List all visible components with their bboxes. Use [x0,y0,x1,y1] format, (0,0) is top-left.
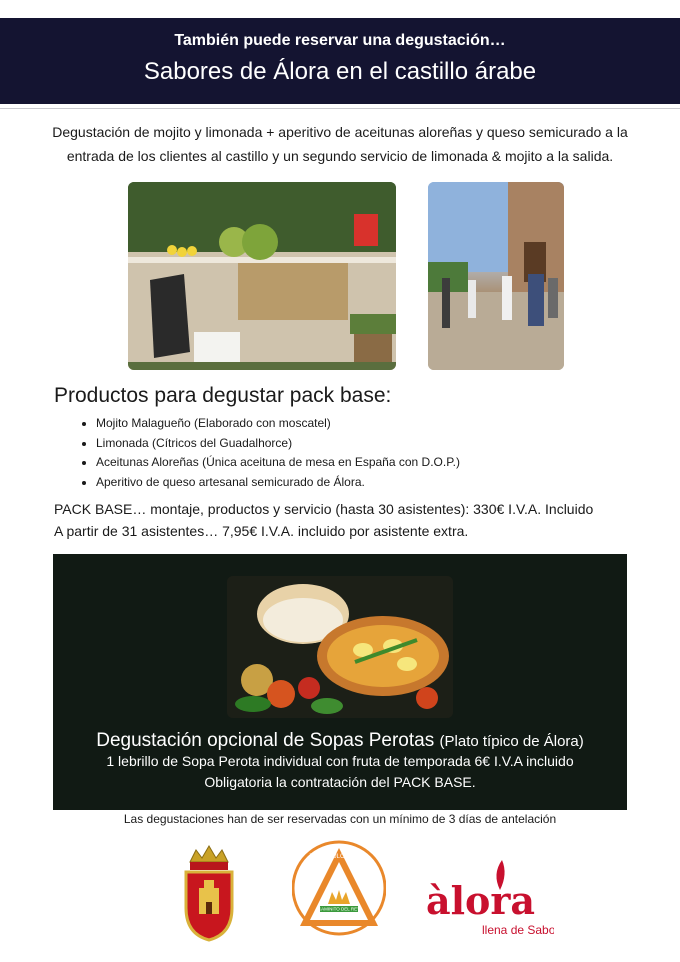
sopa-perota-photo [227,576,453,718]
optional-price-line: 1 lebrillo de Sopa Perota individual con fruta de temporada 6€ I.V.A incluido [106,753,574,769]
header-banner [0,18,680,104]
header-title: Sabores de Álora en el castillo árabe [143,58,537,85]
pack-price-line: PACK BASE… montaje, productos y servicio (hasta 30 asistentes): 330€ I.V.A. Incluido [54,501,594,517]
tasting-stand-photo [128,182,396,370]
header-subtitle: También puede reservar una degustación… [174,32,506,49]
optional-title-paren: (Plato típico de Álora) [439,733,584,750]
optional-title [53,730,627,752]
triangulo-activo-text: TRIÁNGULO ACTIVO [309,854,369,860]
divider [0,108,680,109]
products-list [56,414,460,492]
pack-extra-line: A partir de 31 asistentes… 7,95€ I.V.A. incluido por asistente extra. [54,523,469,539]
triangulo-activo-logo [292,840,386,941]
optional-title-main: Degustación opcional de Sopas Perotas [96,730,435,751]
castle-visitors-photo [428,182,564,370]
list-item: • Mojito Malagueño (Elaborado con moscatel) [96,414,460,434]
alora-logo [422,852,554,947]
products-title: Productos para degustar pack base: [54,384,392,407]
intro-text: Degustación de mojito y limonada + aperitivo de aceitunas aloreñas y queso semicurado a la entrada de los clientes al castillo y un segundo servicio de limonada & mojito a la salida. [52,124,628,164]
alora-wordmark: àlora [426,878,536,923]
alora-tagline: llena de Sabor [482,923,554,937]
optional-requirement-line: Obligatoria la contratación del PACK BASE. [204,774,476,790]
booking-note: Las degustaciones han de ser reservadas con un mínimo de 3 días de antelación [123,812,557,826]
list-item: • Aceitunas Aloreñas (Única aceituna de mesa en España con D.O.P.) [96,453,460,473]
optional-tasting-box [53,554,627,810]
list-item: • Aperitivo de queso artesanal semicurado de Álora. [96,473,460,493]
list-item: • Limonada (Cítricos del Guadalhorce) [96,434,460,454]
coat-of-arms-logo [182,844,236,947]
caminito-del-rey-text: CAMINITO DEL REY [317,906,361,912]
pack-pricing [54,498,593,542]
